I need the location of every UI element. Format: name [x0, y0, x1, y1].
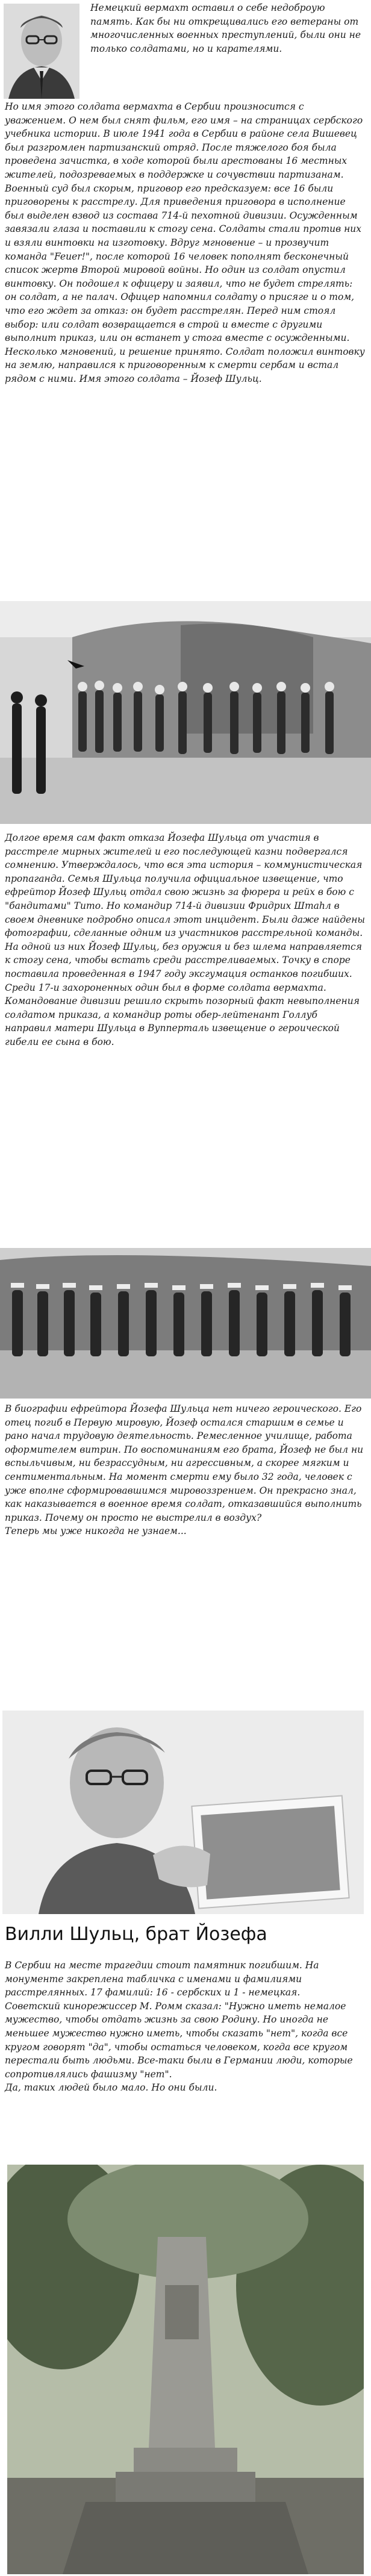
photo-caption: Вилли Шульц, брат Йозефа: [5, 1924, 267, 1945]
intro-text: Немецкий вермахт оставил о себе недоброую память. Как бы ни открещивались его ветераны от многочисленных военных преступлений, были они не только солдатами, но и карателями.: [90, 2, 361, 54]
execution-photo-2: [0, 1248, 371, 1399]
execution-line-image: [0, 1248, 371, 1399]
story-paragraph-3: В биографии ефрейтора Йозефа Шульца нет ничего героического. Его отец погиб в Первую мировую, Йозеф остался старшим в семье и рано начал трудовую деятельность. Ремесленное училище, работа оформителем витрин. По воспоминаниям его брата, Йозеф не был ни вспыльчивым, ни безрассудным, ни агрессивным, а скорее мягким и сентиментальным. На момент смерти ему было 32 года, человек с уже вполне сформировавшимся мировоззрением. Он прекрасно знал, как наказывается в военное время солдат, отказавшийся выполнить приказ. Почему он просто не выстрелил в воздух? Теперь мы уже никогда не узнаем...: [5, 1403, 364, 1537]
memorial-monument-image: [7, 2165, 364, 2574]
portrait-photo: [4, 4, 80, 99]
willi-schulz-photo: [2, 1711, 364, 1914]
story-paragraph-4: В Сербии на месте трагедии стоит памятник погибшим. На монументе закреплена табличка с именами и фамилиями расстрелянных. 17 фамилий: 16 - сербских и 1 - немецкая. Советский кинорежиссер М. Ромм сказал: "Нужно иметь немалое мужество, чтобы отдать жизнь за свою Родину. Но иногда не меньшее мужество нужно иметь, чтобы сказать "нет", когда все кругом говорят "да", чтобы остаться человеком, когда все кругом перестали быть людьми. Все-таки были в Германии люди, которые сопротивлялись фашизму "нет". Да, таких людей было мало. Но они были.: [5, 1960, 353, 2094]
willi-schulz-image: [2, 1711, 364, 1914]
execution-scene-image: [0, 601, 371, 824]
memorial-photo: [7, 2165, 364, 2574]
execution-photo-1: [0, 601, 371, 824]
story-paragraph-2: Долгое время сам факт отказа Йозефа Шульца от участия в расстреле мирных жителей и его последующей казни подвергался сомнению. Утверждалось, что вся эта история – коммунистическая пропаганда. Семья Шульца получила официальное извещение, что ефрейтор Йозеф Шульц отдал свою жизнь за фюрера и рейх в бою с "бандитами" Тито. Но командир 714-й дивизии Фридрих Штаhл в своем дневнике подробно описал этот инцидент. Были даже найдены фотографии, сделанные одним из участников расстрельной команды. На одной из них Йозеф Шульц, без оружия и без шлема направляется к стогу сена, чтобы встать среди расстреливаемых. Точку в споре поставила проведенная в 1947 году эксгумация останков погибших. Среди 17-и захороненных один был в форме солдата вермахта. Командование дивизии решило скрыть позорный факт невыполнения солдатом приказа, а командир роты обер-лейтенант Голлуб направил матери Шульца в Вупперталь извещение о героической гибели ее сына в бою.: [5, 832, 366, 1047]
story-paragraph-1: Но имя этого солдата вермахта в Сербии произносится с уважением. О нем был снят фильм, его имя – на страницах сербского учебника истории. В июле 1941 года в Сербии в районе села Вишевец был разгромлен партизанский отряд. После тяжелого боя была проведена зачистка, в ходе которой были арестованы 16 местных жителей, подозреваемых в поддержке и сочувствии партизанам. Военный суд был скорым, приговор его предсказуем: все 16 были приговорены к расстрелу. Для приведения приговора в исполнение был выделен взвод из состава 714-й пехотной дивизии. Осужденным завязали глаза и поставили к стогу сена. Солдаты стали против них и взяли винтовки на изготовку. Вдруг мгновение – и прозвучит команда "Feuer!", после которой 16 человек пополнят бесконечный список жертв Второй мировой войны. Но один из солдат опустил винтовку. Он подошел к офицеру и заявил, что не будет стрелять: он солдат, а не палач. Офицер напомнил солдату о присяге и о том, что его ждет за отказ: он будет расстрелян. Перед ним стоял выбор: или солдат возвращается в строй и вместе с другими выполнит приказ, или он встанет у стога вместе с осужденными. Несколько мгновений, и решение принято. Солдат положил винтовку на землю, направился к приговоренным к смерти сербам и встал рядом с ними. Имя этого солдата – Йозеф Шульц.: [5, 101, 365, 384]
portrait-image: [4, 4, 80, 99]
